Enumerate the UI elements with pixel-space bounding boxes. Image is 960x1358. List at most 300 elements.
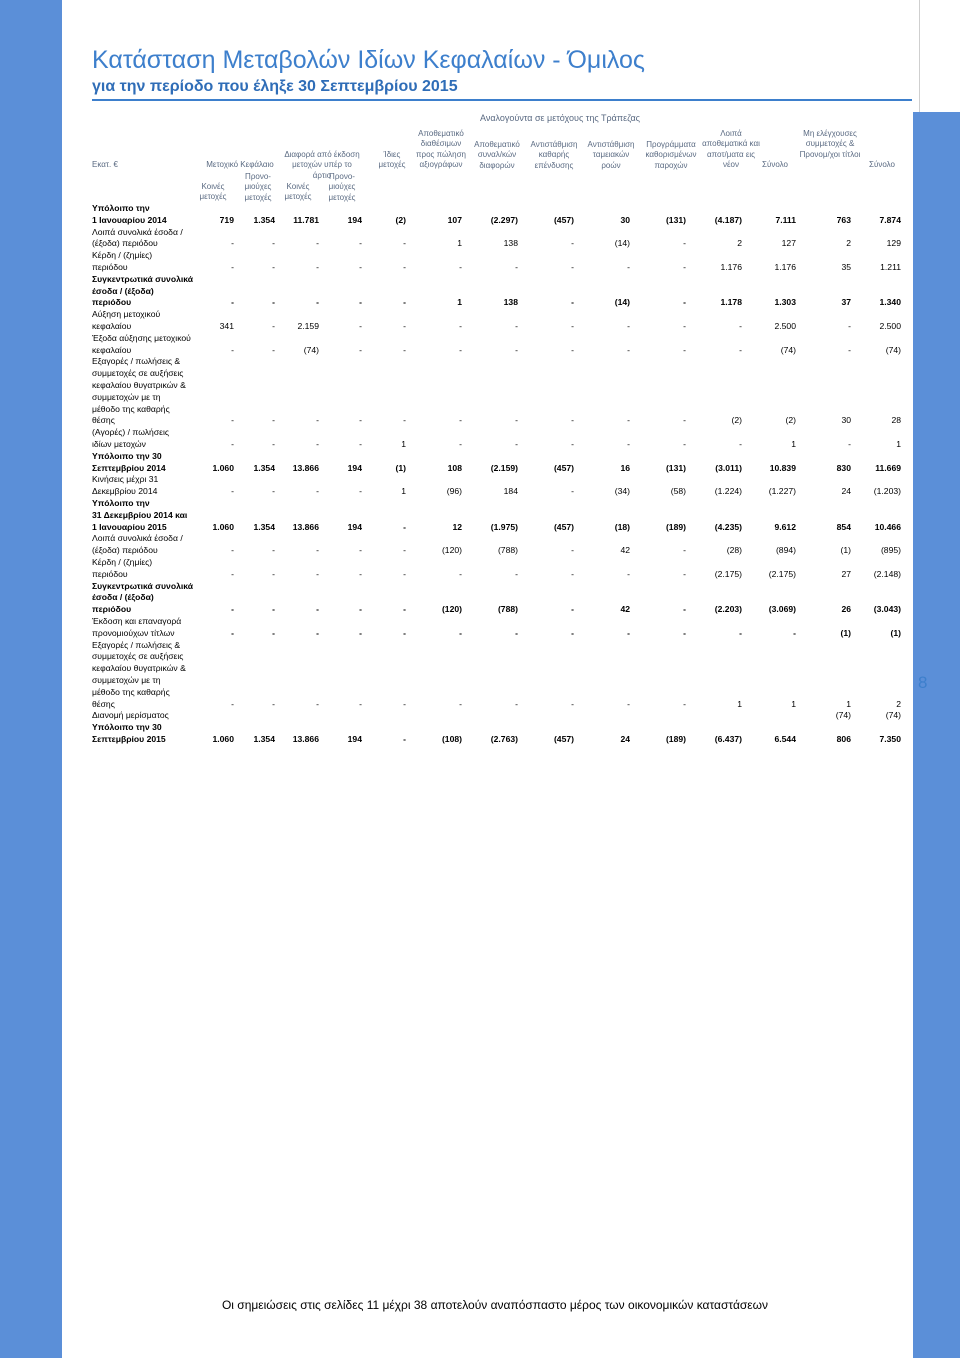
- cell-value: -: [231, 297, 234, 308]
- cell-value: -: [231, 438, 234, 449]
- cell-value: 194: [347, 462, 362, 473]
- cell-value: -: [316, 545, 319, 556]
- cell-value: -: [571, 238, 574, 249]
- cell-value: -: [231, 344, 234, 355]
- row-label-line: προνομιούχων τίτλων: [92, 627, 175, 638]
- row-label-line: Εξαγορές / πωλήσεις &: [92, 639, 181, 650]
- cell-value: 2: [846, 238, 851, 249]
- cell-value: -: [571, 627, 574, 638]
- cell-value: 7.111: [775, 214, 796, 225]
- cell-value: (1): [395, 462, 406, 473]
- cell-value: -: [627, 627, 630, 638]
- cell-value: -: [793, 627, 796, 638]
- cell-value: 13.866: [292, 733, 319, 744]
- cell-value: -: [571, 545, 574, 556]
- cell-value: 1: [791, 438, 796, 449]
- cell-value: -: [459, 344, 462, 355]
- cell-value: -: [272, 486, 275, 497]
- row-label-line: Αύξηση μετοχικού: [92, 309, 161, 320]
- cell-value: -: [403, 297, 406, 308]
- cell-value: 9.612: [774, 521, 796, 532]
- row-label-line: περιόδου: [92, 297, 132, 308]
- cell-value: 194: [347, 733, 362, 744]
- row-label-line: Εξαγορές / πωλήσεις &: [92, 356, 181, 367]
- cell-value: -: [515, 698, 518, 709]
- table-row: [0, 309, 912, 333]
- row-label-line: Σεπτεμβρίου 2015: [92, 733, 166, 744]
- cell-value: (74): [780, 344, 796, 355]
- cell-value: 24: [620, 733, 630, 744]
- cell-value: 11.669: [875, 462, 901, 473]
- cell-value: 11.781: [293, 214, 319, 225]
- cell-value: -: [683, 545, 686, 556]
- cell-value: -: [683, 568, 686, 579]
- cell-value: (1.203): [873, 486, 901, 497]
- cell-value: -: [459, 415, 462, 426]
- cell-value: -: [571, 604, 574, 615]
- col-subtotal: Σύνολο: [762, 160, 788, 169]
- cell-value: -: [272, 344, 275, 355]
- cell-value: -: [403, 733, 406, 744]
- cell-value: (895): [880, 545, 901, 556]
- col-ordinary-shares-premium: Κοινές μετοχές: [284, 182, 312, 202]
- cell-value: -: [231, 627, 234, 638]
- cell-value: (14): [614, 297, 630, 308]
- cell-value: (108): [441, 733, 462, 744]
- row-label-line: Υπόλοιπο την: [92, 203, 150, 213]
- cell-value: -: [316, 415, 319, 426]
- cell-value: (3.043): [873, 604, 901, 615]
- cell-value: -: [316, 486, 319, 497]
- cell-value: -: [627, 698, 630, 709]
- cell-value: 1.060: [212, 462, 234, 473]
- cell-value: (2.175): [768, 568, 796, 579]
- cell-value: (3.069): [768, 604, 796, 615]
- row-label-line: Διανομή μερίσματος: [92, 710, 169, 721]
- col-afs-reserve: Αποθεματικό διαθέσιμων προς πώληση αξιογράφων: [416, 129, 466, 169]
- cell-value: -: [515, 568, 518, 579]
- cell-value: 10.466: [874, 521, 901, 532]
- row-label-line: κεφαλαίου: [92, 344, 132, 355]
- unit-label: Εκατ. €: [92, 160, 118, 169]
- cell-value: -: [316, 604, 319, 615]
- cell-value: -: [848, 320, 851, 331]
- cell-value: -: [683, 698, 686, 709]
- cell-value: -: [272, 568, 275, 579]
- cell-value: -: [231, 604, 234, 615]
- table-row: [0, 333, 912, 357]
- cell-value: (2.175): [714, 568, 742, 579]
- cell-value: -: [272, 238, 275, 249]
- cell-value: -: [272, 320, 275, 331]
- cell-value: -: [316, 627, 319, 638]
- cell-value: -: [359, 238, 362, 249]
- cell-value: -: [359, 297, 362, 308]
- cell-value: (74): [835, 710, 851, 721]
- cell-value: (457): [553, 462, 574, 473]
- row-label-line: Υπόλοιπο την 30: [92, 450, 162, 461]
- cell-value: 24: [841, 486, 851, 497]
- cell-value: 138: [503, 238, 518, 249]
- table-row: [0, 274, 912, 309]
- cell-value: -: [515, 320, 518, 331]
- col-cash-flow-hedge: Αντιστάθμιση ταμειακών ροών: [587, 140, 635, 170]
- cell-value: -: [739, 344, 742, 355]
- table-row: [0, 640, 912, 711]
- cell-value: 1.178: [720, 297, 742, 308]
- cell-value: -: [571, 320, 574, 331]
- cell-value: -: [515, 344, 518, 355]
- title-rule: [92, 99, 912, 101]
- cell-value: (189): [665, 521, 686, 532]
- cell-value: 1.060: [212, 733, 234, 744]
- cell-value: -: [231, 261, 234, 272]
- cell-value: -: [515, 627, 518, 638]
- cell-value: 763: [836, 214, 851, 225]
- cell-value: -: [515, 438, 518, 449]
- cell-value: 1: [457, 297, 462, 308]
- cell-value: -: [231, 238, 234, 249]
- table-row: [0, 227, 912, 251]
- cell-value: -: [459, 568, 462, 579]
- col-defined-benefit: Προγράμματα καθορισμένων παροχών: [645, 140, 697, 170]
- cell-value: 28: [891, 415, 901, 426]
- cell-value: 2.500: [774, 320, 796, 331]
- cell-value: 719: [219, 214, 234, 225]
- row-label-line: 1 Ιανουαρίου 2014: [92, 214, 167, 225]
- cell-value: -: [272, 627, 275, 638]
- cell-value: -: [316, 238, 319, 249]
- cell-value: -: [739, 627, 742, 638]
- cell-value: (189): [665, 733, 686, 744]
- cell-value: 1: [846, 698, 851, 709]
- col-preference-shares: Προνο- μιούχες μετοχές: [244, 172, 272, 202]
- col-other-reserves: Λοιπά αποθεματικά και αποτ/ματα εις νέον: [702, 129, 760, 169]
- cell-value: (1): [840, 627, 851, 638]
- page-title: Κατάσταση Μεταβολών Ιδίων Κεφαλαίων - Όμιλος: [92, 46, 645, 74]
- cell-value: -: [459, 698, 462, 709]
- col-treasury-shares: Ίδιες μετοχές: [378, 150, 406, 170]
- cell-value: 7.350: [879, 733, 901, 744]
- statement-table: [0, 203, 912, 746]
- cell-value: -: [627, 344, 630, 355]
- cell-value: 1: [401, 438, 406, 449]
- cell-value: (894): [775, 545, 796, 556]
- cell-value: -: [359, 438, 362, 449]
- cell-value: 37: [841, 297, 851, 308]
- cell-value: (4.187): [714, 214, 742, 225]
- cell-value: 854: [836, 521, 851, 532]
- row-label-line: έσοδα / (έξοδα): [92, 592, 154, 603]
- row-label-line: περιόδου: [92, 604, 132, 615]
- cell-value: 194: [347, 521, 362, 532]
- cell-value: -: [403, 521, 406, 532]
- table-row: [0, 356, 912, 427]
- cell-value: -: [272, 545, 275, 556]
- cell-value: -: [683, 320, 686, 331]
- row-label-line: περιόδου: [92, 261, 128, 272]
- row-label-line: 31 Δεκεμβρίου 2014 και: [92, 509, 188, 520]
- cell-value: -: [231, 545, 234, 556]
- table-row: [0, 427, 912, 451]
- cell-value: 7.874: [879, 214, 901, 225]
- cell-value: 42: [620, 604, 630, 615]
- cell-value: (34): [614, 486, 630, 497]
- row-label-line: κεφαλαίου θυγατρικών &: [92, 379, 186, 390]
- cell-value: -: [571, 568, 574, 579]
- cell-value: -: [683, 627, 686, 638]
- col-preference-shares-premium: Προνο- μιούχες μετοχές: [328, 172, 356, 202]
- cell-value: -: [403, 415, 406, 426]
- cell-value: 30: [841, 415, 851, 426]
- cell-value: (788): [497, 545, 518, 556]
- cell-value: (120): [441, 545, 462, 556]
- cell-value: 2: [737, 238, 742, 249]
- cell-value: -: [459, 627, 462, 638]
- table-row: [0, 557, 912, 581]
- cell-value: -: [627, 438, 630, 449]
- cell-value: (120): [441, 604, 462, 615]
- row-label-line: Κέρδη / (ζημίες): [92, 556, 153, 567]
- row-label-line: ιδίων μετοχών: [92, 438, 146, 449]
- cell-value: -: [739, 320, 742, 331]
- cell-value: 13.866: [292, 521, 319, 532]
- row-label-line: μέθοδο της καθαρής: [92, 403, 170, 414]
- cell-value: -: [459, 320, 462, 331]
- row-label-line: Συγκεντρωτικά συνολικά: [92, 580, 194, 591]
- row-label: [92, 710, 207, 722]
- col-share-capital: Μετοχικό Κεφάλαιο: [206, 160, 274, 169]
- cell-value: 1.060: [212, 521, 234, 532]
- cell-value: (14): [614, 238, 630, 249]
- cell-value: -: [403, 545, 406, 556]
- cell-value: -: [359, 604, 362, 615]
- cell-value: 1.354: [253, 214, 275, 225]
- cell-value: (131): [665, 214, 686, 225]
- table-row: [0, 710, 912, 722]
- cell-value: 13.866: [292, 462, 319, 473]
- cell-value: (96): [446, 486, 462, 497]
- table-row: [0, 581, 912, 616]
- row-label-line: συμμετοχών με τη: [92, 674, 161, 685]
- cell-value: -: [403, 320, 406, 331]
- cell-value: -: [359, 415, 362, 426]
- cell-value: 2.159: [297, 320, 319, 331]
- cell-value: -: [272, 698, 275, 709]
- cell-value: -: [231, 486, 234, 497]
- cell-value: (2.763): [490, 733, 518, 744]
- cell-value: -: [515, 415, 518, 426]
- cell-value: -: [571, 344, 574, 355]
- cell-value: 6.544: [774, 733, 796, 744]
- table-row: [0, 250, 912, 274]
- cell-value: -: [403, 261, 406, 272]
- cell-value: 2: [896, 698, 901, 709]
- col-share-premium: Διαφορά από έκδοση μετοχών υπέρ το άρτιο: [284, 150, 360, 180]
- table-row: [0, 498, 912, 533]
- row-label-line: Συγκεντρωτικά συνολικά: [92, 273, 194, 284]
- cell-value: -: [359, 344, 362, 355]
- cell-value: (1.224): [714, 486, 742, 497]
- cell-value: 27: [841, 568, 851, 579]
- col-total: Σύνολο: [869, 160, 895, 169]
- row-label-line: Δεκεμβρίου 2014: [92, 486, 158, 497]
- cell-value: (28): [726, 545, 742, 556]
- row-label-line: Κέρδη / (ζημίες): [92, 250, 153, 261]
- cell-value: 1.354: [253, 462, 275, 473]
- cell-value: 12: [452, 521, 462, 532]
- cell-value: (1): [840, 545, 851, 556]
- cell-value: (2.148): [873, 568, 901, 579]
- cell-value: -: [403, 698, 406, 709]
- cell-value: -: [571, 486, 574, 497]
- table-row: [0, 203, 912, 227]
- cell-value: 16: [620, 462, 630, 473]
- cell-value: 138: [503, 297, 518, 308]
- row-label-line: Έξοδα αύξησης μετοχικού: [92, 332, 191, 343]
- cell-value: (2): [785, 415, 796, 426]
- cell-value: (457): [553, 214, 574, 225]
- cell-value: (74): [303, 344, 319, 355]
- row-label-line: Έκδοση και επαναγορά: [92, 615, 182, 626]
- footer-note: Οι σημειώσεις στις σελίδες 11 μέχρι 38 αποτελούν αναπόσπαστο μέρος των οικονομικών καταστάσεων: [221, 1298, 769, 1312]
- row-label-line: Σεπτεμβρίου 2014: [92, 462, 166, 473]
- cell-value: 1.340: [879, 297, 901, 308]
- table-row: [0, 474, 912, 498]
- page-number: 8: [918, 673, 928, 692]
- cell-value: (2): [731, 415, 742, 426]
- cell-value: -: [403, 604, 406, 615]
- cell-value: 1.176: [720, 261, 742, 272]
- row-label-line: Λοιπά συνολικά έσοδα /: [92, 533, 183, 544]
- cell-value: -: [683, 438, 686, 449]
- cell-value: -: [683, 415, 686, 426]
- row-label-line: περιόδου: [92, 568, 128, 579]
- cell-value: -: [231, 568, 234, 579]
- attribution-header: Αναλογούντα σε μετόχους της Τράπεζας: [480, 113, 640, 123]
- cell-value: (6.437): [714, 733, 742, 744]
- cell-value: (2.203): [714, 604, 742, 615]
- row-label-line: (Αγορές) / πωλήσεις: [92, 427, 170, 438]
- cell-value: -: [515, 261, 518, 272]
- cell-value: (788): [497, 604, 518, 615]
- cell-value: -: [272, 604, 275, 615]
- cell-value: 42: [620, 545, 630, 556]
- cell-value: -: [627, 568, 630, 579]
- cell-value: -: [571, 261, 574, 272]
- cell-value: -: [272, 261, 275, 272]
- cell-value: -: [359, 545, 362, 556]
- cell-value: (2.159): [490, 462, 518, 473]
- cell-value: 184: [503, 486, 518, 497]
- cell-value: 35: [841, 261, 851, 272]
- row-label-line: Υπόλοιπο την 30: [92, 722, 162, 733]
- row-label-line: Υπόλοιπο την: [92, 497, 150, 508]
- cell-value: (2): [395, 214, 406, 225]
- cell-value: 127: [781, 238, 796, 249]
- cell-value: 1.354: [253, 521, 275, 532]
- row-label-line: (έξοδα) περιόδου: [92, 545, 158, 556]
- cell-value: 1.211: [880, 261, 901, 272]
- cell-value: 194: [347, 214, 362, 225]
- cell-value: -: [359, 486, 362, 497]
- cell-value: -: [571, 438, 574, 449]
- table-row: [0, 451, 912, 475]
- cell-value: 26: [841, 604, 851, 615]
- cell-value: 1: [896, 438, 901, 449]
- cell-value: -: [683, 261, 686, 272]
- cell-value: (74): [885, 710, 901, 721]
- cell-value: -: [683, 604, 686, 615]
- cell-value: 2.500: [879, 320, 901, 331]
- table-row: [0, 533, 912, 557]
- cell-value: -: [231, 698, 234, 709]
- cell-value: (457): [553, 521, 574, 532]
- row-label-line: συμμετοχών με τη: [92, 391, 161, 402]
- cell-value: -: [848, 344, 851, 355]
- row-label-line: κεφαλαίου: [92, 320, 132, 331]
- cell-value: -: [459, 261, 462, 272]
- cell-value: 1: [457, 238, 462, 249]
- cell-value: -: [272, 438, 275, 449]
- col-ordinary-shares: Κοινές μετοχές: [199, 182, 227, 202]
- cell-value: -: [459, 438, 462, 449]
- cell-value: -: [359, 698, 362, 709]
- cell-value: 341: [219, 320, 234, 331]
- cell-value: 806: [836, 733, 851, 744]
- row-label-line: (έξοδα) περιόδου: [92, 238, 158, 249]
- cell-value: 1: [401, 486, 406, 497]
- cell-value: -: [739, 438, 742, 449]
- row-label-line: κεφαλαίου θυγατρικών &: [92, 663, 186, 674]
- cell-value: (74): [885, 344, 901, 355]
- table-row: [0, 616, 912, 640]
- cell-value: -: [359, 568, 362, 579]
- cell-value: -: [571, 698, 574, 709]
- cell-value: 1.176: [774, 261, 796, 272]
- cell-value: (2.297): [490, 214, 518, 225]
- cell-value: -: [272, 297, 275, 308]
- cell-value: -: [316, 438, 319, 449]
- row-label-line: 1 Ιανουαρίου 2015: [92, 521, 167, 532]
- cell-value: 1.354: [253, 733, 275, 744]
- cell-value: -: [359, 261, 362, 272]
- cell-value: -: [316, 568, 319, 579]
- cell-value: 129: [886, 238, 901, 249]
- cell-value: 1.303: [774, 297, 796, 308]
- cell-value: (1.227): [768, 486, 796, 497]
- cell-value: (1): [890, 627, 901, 638]
- cell-value: (4.235): [714, 521, 742, 532]
- cell-value: -: [627, 415, 630, 426]
- cell-value: -: [316, 698, 319, 709]
- cell-value: -: [403, 627, 406, 638]
- cell-value: (1.975): [490, 521, 518, 532]
- cell-value: -: [316, 297, 319, 308]
- col-currency-reserve: Αποθεματικό συναλ/κών διαφορών: [474, 140, 520, 170]
- cell-value: -: [403, 238, 406, 249]
- cell-value: 830: [836, 462, 851, 473]
- cell-value: -: [571, 415, 574, 426]
- row-label-line: θέσης: [92, 415, 115, 426]
- cell-value: -: [627, 320, 630, 331]
- cell-value: -: [683, 238, 686, 249]
- cell-value: -: [359, 320, 362, 331]
- cell-value: (457): [553, 733, 574, 744]
- cell-value: 10.839: [769, 462, 796, 473]
- row-label-line: συμμετοχές σε αυξήσεις: [92, 651, 184, 662]
- row-label-line: μέθοδο της καθαρής: [92, 686, 170, 697]
